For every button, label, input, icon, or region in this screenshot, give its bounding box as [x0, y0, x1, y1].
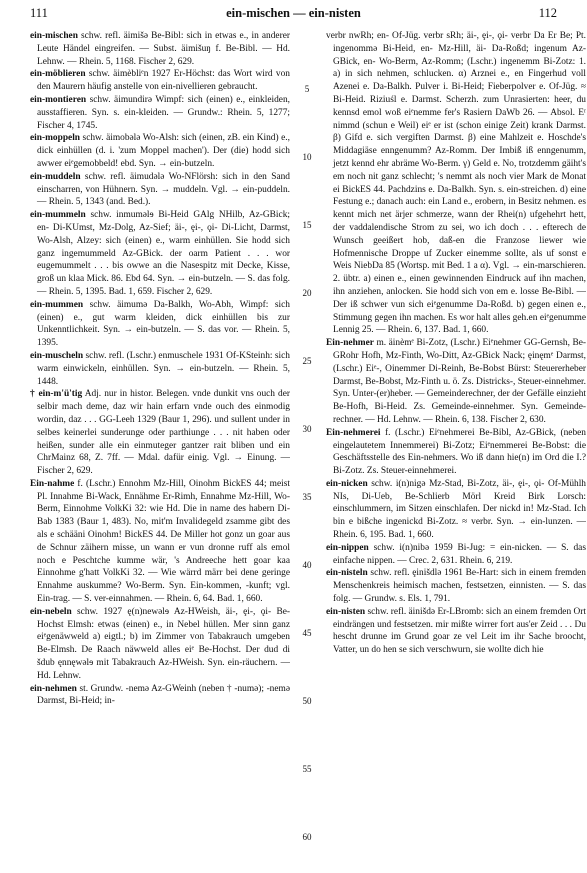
- entry-headword: ein-nehmen: [30, 683, 77, 694]
- dictionary-entry: [30, 209, 290, 299]
- entry-headword: ein-nebeln: [30, 606, 72, 617]
- running-title: ein-mischen — ein-nisten: [226, 6, 361, 20]
- dictionary-entry: [326, 542, 586, 568]
- line-number: 50: [302, 696, 312, 707]
- entry-headword: Ein-nehmer: [326, 338, 374, 349]
- entry-text: schw. refl. äinišdə Er-LBromb: sich an einem fremden Ort eindrängen und festsetzen. mir mißte wirrer fort aus'er Zeid . . . Du hescht drunne im Grund goar ze vel Leit im ihr Sache broocht, Vatter, un do hen se sich verschwurn, sie wollte dich hie: [333, 606, 586, 656]
- dictionary-entry: [326, 30, 586, 337]
- line-number: 45: [302, 628, 312, 639]
- page-header: [30, 6, 557, 28]
- entry-text: schw. äimumə Da-Balkh, Wo-Abh, Wimpf: sich (einen) e., gut warm kleiden, dick einhüllen bis zur Unkenntlichkeit. Syn. → ein-butzeln. — S. das vor. — Rhein. 5, 1395.: [37, 299, 290, 349]
- line-number: 60: [302, 832, 312, 843]
- entry-text: schw. refl. (Lschr.) enmuschele 1931 Of-KSteinh: sich warm einwickeln, einhüllen. Syn. → ein-butzeln. — Rhein. 5, 1448.: [37, 350, 290, 387]
- entry-text: schw. äimundirə Wimpf: sich (einen) e., einkleiden, ausstaffieren. Syn. s. ein-kleiden. — Grundw.: Rhein. 5, 1277; Fischer 4, 1745.: [37, 94, 290, 131]
- line-number: 40: [302, 560, 312, 571]
- dictionary-entry: [30, 683, 290, 709]
- entry-headword: ein-muscheln: [30, 350, 84, 361]
- entry-text: schw. äimèbliᵉn 1927 Er-Höchst: das Wort wird von den Maurern häufig anstelle von ein-nivellieren gebraucht.: [37, 69, 290, 93]
- dictionary-entry: [30, 94, 290, 132]
- entry-headword: ein-mummeln: [30, 210, 86, 221]
- entry-text: schw. 1927 ę(n)newəlɘ Az-HWeish, äi-, ȩi-, ǫi- Be-Hochst Elmsh: etwas (einen) e., in Nebel hüllen. Mer sinn ganz eiᵉgenäwweld a) eigtl.; b) im Zimmer von Tabakrauch umgeben Be-Elmsh. De Raach näwweld alles eiᵉ Be-Hochst. Der dud di šdub ęnnęwəlɘ mit Tabakrauch Az-HWeish. Syn. ein-räuchern. — Hd. Lehnw.: [37, 606, 290, 681]
- dictionary-entry: [30, 606, 290, 683]
- dictionary-entry: [30, 350, 290, 388]
- entry-headword: ein-montieren: [30, 94, 87, 105]
- line-number: 10: [302, 152, 312, 163]
- right-column: [326, 30, 586, 866]
- dictionary-entry: [30, 30, 290, 68]
- dictionary-entry: [326, 478, 586, 542]
- entry-headword: ein-nisteln: [326, 568, 368, 579]
- entry-text: f. (Lschr.) Eiᵉnehmerei Be-Bibl, Az-GBick, (neben eingelautetem Innemmerei) Bi-Zotz; Eiᵉnemmerei Be-Bobst: die Geschäftsstelle des Ein-nehmers. Wo iß dann hie(n) im Ord die I.? Bi-Zotz. Zs. Steuer-einnehmerei.: [333, 427, 586, 477]
- entry-headword: ein-möblieren: [30, 69, 86, 80]
- dictionary-entry: [30, 171, 290, 209]
- entry-headword: ein-nippen: [326, 542, 369, 553]
- dictionary-entry: [326, 567, 586, 605]
- dictionary-entry: [30, 132, 290, 170]
- entry-headword: ein-muddeln: [30, 171, 81, 182]
- dictionary-entry: [326, 427, 586, 478]
- entry-text: f. (Lschr.) Ennohm Mz-Hill, Oinohm BickES 44; meist Pl. Innahme Bi-Wack, Ennähme Er-Rimh, Ennahme Mz-Hill, Wo-Berm, Einnohme VolkKi 32: wie Hd. Die in name des habern Di-Bab 1383 (Baur 1, 483). No, mit'm Invalidegeld zsamme gibt des als e schääni Oinohm! BickES 44. De Miller hot gonz un goar aus de Schnur zäihern misse, un wann er vun dronne ruff als emol noch e Peschtche kumme wär, 's Andreeche hett goar kaa Einnohme g'hatt VolkKi 32. — Wie wärrd märr bei dene geringe Ennahme auskumme? Wo-Berm. Syn. Ein-kommen, -kunft; vgl. Ein-trag. — S. ver-einnahmen. — Rhein. 6, 64. Bad. 1, 660.: [37, 478, 290, 605]
- entry-text: st. Grundw. -nemə Az-GWeinh (neben † -numə); -nemə Darmst, Bi-Heid; in-: [37, 683, 290, 707]
- line-number: 30: [302, 424, 312, 435]
- entry-text: schw. inmuməlɘ Bi-Heid GAlg NHilb, Az-GBick; en- Di-KUmst, Mz-Dolg, Az-Sief; äi-, ȩi-, ǫi- Di-Licht, Darmst, Wo-Alsh, Alzey: sich (einen) e., warm einhüllen. Sie hodd sich ganz ingemummeld Az-GBick. der oarm Patient . . . wor eugemummelt . . . bis owwe an die Nasespitz mit Decke, Kisse, groß un klaa Mick. 86. Ebd 64. Syn. → ein-butzeln. — S. das folg. — Rhein. 5, 1395. Bad. 1, 659. Fischer 2, 629.: [37, 210, 290, 297]
- entry-text: schw. äimobələ Wo-Alsh: sich (einen, zB. ein Kind) e., dick einhüllen (d. i. 'zum Moppel machen'). Der (die) hodd sich awwer eiᵉgemobbeld! ebd. Syn. → ein-butzeln.: [37, 133, 290, 169]
- entry-text: m. äinèmᵉ Bi-Zotz, (Lschr.) Eiᵉnehmer GG-Gernsh, Be-GRohr Hofh, Mz-Finth, Wo-Ditt, Az-GBick Nack; ȩinęmᵉ Darmst, (Lschr.) Eiᵉ-, Oinemmer Di-Reinh, Be-Bobst Bürst: Steuererheber Darmst, Be-Bobst, Mz-Finth u. ö. Zs. Districks-, Steuer-einnehmer. Syn. Unter-(er)heber. — Gemeinderechner, der der Gefälle einzieht Be-Hofh, Bi-Heid. Zs. Gemeinde-einnehmer. Syn. Gemeinde-rechner. — Hd. Lehnw. — Rhein. 6, 138. Fischer 2, 630.: [333, 338, 586, 425]
- entry-headword: ein-mummen: [30, 299, 84, 310]
- entry-headword: Ein-nehmerei: [326, 427, 381, 438]
- entry-headword: ein-nisten: [326, 606, 366, 617]
- dictionary-entry: [326, 606, 586, 657]
- entry-headword: ein-moppeln: [30, 133, 81, 144]
- entry-text: schw. refl. ȩinišdlə 1961 Be-Hart: sich in einem fremden Menschenkreis heimisch machen, festsetzen, einnisten. — S. das folg. — Grundw. s. Els. 1, 791.: [333, 568, 586, 605]
- line-number: 25: [302, 356, 312, 367]
- entry-text: verbr nwRh; en- Of-Jüg. verbr sRh; äi-, ȩi-, ǫi- verbr Da Er Be; Pt. ingenommə Bi-Heid, en- Mz-Hill, äi- Da-Roßd; ingenum Az-GBick, en- Wo-Berm, Az-Romm; (Lschr.) ingenemm Bi-Zotz: 1. a) in sich nehmen, schlucken. α) Arznei e., en Fingerhud voll Azenei e. Da-Balkh. Pulver i. Bi-Heid; Fieberpolver e. Of-Jüg. ≈ Bi-Heid. Riziuśl e. Darmst. Scherzh. zum Unrasierten: heer, du kennsd emol woß eiᵉnemme fer's Rasiern DaWb 26. — Absol. Eʳ nimmd (schun e Weil) eiᵉ er ist (schon einige Zeit) krank Darmst. β) Gifd e. sich vergiften Darmst. β) eine Mahlzeit e. Hoschde's Middagiäse enngenumm? Az-Romm. Der Imbiß iß enngenumm, jetzt kennd ehr abräme Wo-Berm. γ) Geld e. No, trotzdemm gäiht's em noch nit ganz schlecht; 's nemmt als noch vier Mark de Monat ei BickES 44. Pachdzins e. Da-Balkh. Syn. s. ein-streichen. d) eine Festung e.; danach auch: ein Land e., erobern, in Besitz nehmen. es kennt mich net ärjer schmerze, wann der Rhei(n) ufgehehrt hett, der vaddalendische Strom zu sei, wo ich doch . . . efterech de Wunsch geeißert hob, daß-en die Franzose liewer wie Hofmennische Droppe uf Zucker einemme sollte, als uf sonst e Weis NiebDa 85 (Wortsp. mit Bed. 1 a α). Vgl. → ein-marschieren. 2. übtr. a) einen e., einen gewinnenden Eindruck auf ihn machen, ihn anziehen, anlocken. Sie hodd sich von em e. losse Be-Bibl. — Der iß schwer vun sich eiᵉgenumme Da-Roßd. b) gegen einen e., Stimmung gegen ihn machen. Es wor halt alles geh.en eiᵉgenumme Lennig 25. — Rhein. 6, 137. Bad. 1, 660.: [326, 31, 586, 336]
- line-number: 5: [304, 84, 310, 95]
- entry-text: schw. refl. äimišə Be-Bibl: sich in etwas e., in anderer Leute Händel eingreifen. — Subst. äimišuŋ f. Be-Bibl. — Hd. Lehnw. — Rhein. 5, 1168. Fischer 2, 629.: [37, 31, 290, 67]
- entry-headword: † ein-m'ü'tig: [30, 389, 83, 400]
- entry-text: Adj. nur in histor. Belegen. vnde dunkit vns ouch der selbir mach deme, daz wir hain erfarn vnde ouch des einmodig wordin, daz . . . GG-Leeh 1329 (Baur 1, 296). und sullent under in selbes keinerlei sunderunge oder parthiunge . . . nit haben oder heißen, sunder alle ein einmuteger gantzer rait bliben und ein ChrMainz 68, Z. 7ff. — Mdal. dafür einig. Vgl. → Einung. — Fischer 2, 629.: [37, 389, 290, 477]
- line-number: 15: [302, 220, 312, 231]
- entry-text: schw. refl. äimudələ Wo-NFlörsh: sich in den Sand einscharren, von Hühnern. Syn. → muddeln. Vgl. → ein-puddeln. — Rhein. 5, 1343 (and. Bed.).: [37, 171, 290, 208]
- page-number-left: 111: [30, 6, 48, 20]
- entry-text: schw. i(n)nibə 1959 Bi-Jug: = ein-nicken. — S. das einfache nippen. — Crec. 2, 631. Rhein. 6, 219.: [333, 542, 586, 566]
- line-number: 35: [302, 492, 312, 503]
- dictionary-entry: [326, 337, 586, 427]
- dictionary-entry: [30, 388, 290, 478]
- left-column: [30, 30, 290, 866]
- line-number-gutter: [292, 30, 322, 866]
- entry-text: schw. i(n)nigə Mz-Stad, Bi-Zotz, äi-, ȩi-, ǫi- Of-Mühlh NIs, Di-Ueb, Be-Schlierb Mörl Kreid Birk Lorsch: einschlummern, im Sitzen einschlafen. Der nickd in! Mz-Stad. Ich bin e bißche ingenickd Bi-Zotz. ≈ verbr. Syn. → ein-lunzen. — Rhein. 6, 195. Bad. 1, 660.: [333, 478, 586, 541]
- line-number: 55: [302, 764, 312, 775]
- entry-headword: Ein-nahme: [30, 478, 75, 489]
- page-number-right: 112: [538, 6, 557, 20]
- dictionary-entry: [30, 68, 290, 94]
- dictionary-entry: [30, 299, 290, 350]
- dictionary-entry: [30, 478, 290, 606]
- entry-headword: ein-nicken: [326, 478, 368, 489]
- line-number: 20: [302, 288, 312, 299]
- entry-headword: ein-mischen: [30, 31, 78, 41]
